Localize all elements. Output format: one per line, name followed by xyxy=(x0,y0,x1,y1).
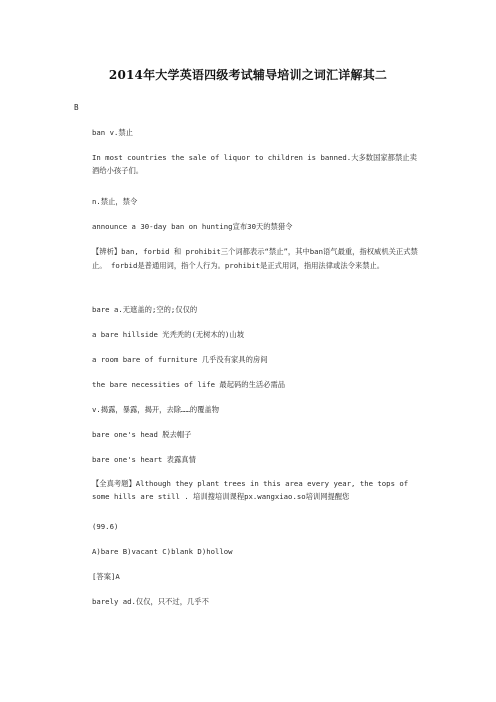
entry-barely: barely ad.仅仅，只不过，几乎不 xyxy=(92,597,209,606)
entry-bare-verb: v.揭露，暴露，揭开，去除……的覆盖物 xyxy=(92,405,220,414)
exam-year: (99.6) xyxy=(92,522,119,531)
page-title: 2014年大学英语四级考试辅导培训之词汇详解其二 xyxy=(108,68,388,82)
example-bare-hillside: a bare hillside 光秃秃的(无树木的)山坡 xyxy=(92,330,245,339)
section-letter: B xyxy=(74,103,79,112)
entry-bare: bare a.无遮盖的;空的;仅仅的 xyxy=(92,305,198,314)
exam-options: A)bare B)vacant C)blank D)hollow xyxy=(92,547,233,556)
example-ban-hunting: announce a 30-day ban on hunting宣布30天的禁猎令 xyxy=(92,222,293,231)
exam-question-text: 【全真考题】Although they plant trees in this area every year, the tops of some hills are still . 培训搜培训课程px.wangxiao.so培训网提醒您 xyxy=(92,479,409,501)
example-bare-room: a room bare of furniture 几乎没有家具的房间 xyxy=(92,355,268,364)
exam-answer: [答案]A xyxy=(92,572,120,581)
example-ban-sentence xyxy=(74,151,424,177)
analysis-text: 【辨析】ban, forbid 和 prohibit三个词都表示“禁止”，其中ban语气最重，指权威机关正式禁止。 forbid是普通用词，指个人行为。prohibit是正式用词，指用法律或法令来禁止。 xyxy=(92,247,418,270)
entry-ban: ban v.禁止 xyxy=(92,128,133,137)
example-bare-head: bare one's head 脱去帽子 xyxy=(92,430,192,439)
exam-question xyxy=(74,477,424,503)
example-bare-necessities: the bare necessities of life 最起码的生活必需品 xyxy=(92,380,286,389)
entry-ban-noun: n.禁止，禁令 xyxy=(92,197,138,206)
analysis-paragraph xyxy=(74,245,424,273)
example-bare-heart: bare one's heart 表露真情 xyxy=(92,455,196,464)
example-text: In most countries the sale of liquor to children is banned.大多数国家都禁止卖酒给小孩子们。 xyxy=(92,153,417,175)
